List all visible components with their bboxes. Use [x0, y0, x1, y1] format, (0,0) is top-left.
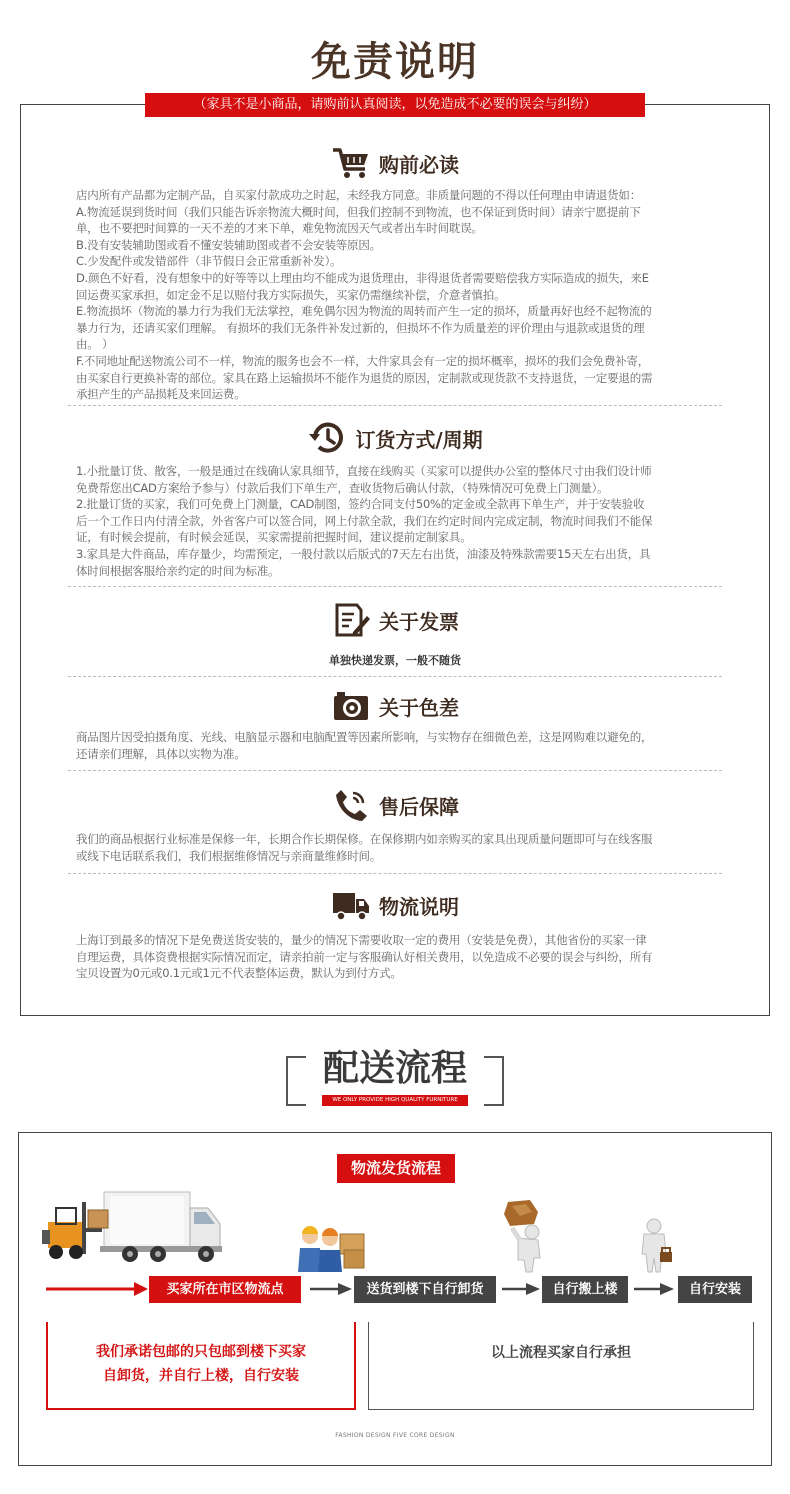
carrying-person-illustration [500, 1198, 552, 1274]
page-title: 免责说明 [311, 39, 479, 85]
arrow-right-icon [634, 1281, 674, 1297]
arrow-right-icon [46, 1281, 148, 1297]
footer-caption: FASHION DESIGN FIVE CORE DESIGN [335, 1432, 455, 1439]
disclaimer-banner: （家具不是小商品，请购前认真阅读，以免造成不必要的误会与纠纷） [145, 93, 645, 117]
invoice-note: 单独快递发票，一般不随货 [329, 654, 461, 667]
delivery-subtitle: WE ONLY PROVIDE HIGH QUALITY FURNITURE [322, 1095, 468, 1106]
flow-step-4: 自行安装 [678, 1276, 752, 1303]
purchase-text: 店内所有产品都为定制产品，自买家付款成功之时起，未经我方同意。非质量问题的不得以任何理由申请退货如： A.物流延误到货时间（我们只能告诉亲物流大概时间，但我们控制不到物流，也不保证到货时间）请亲宁愿提前下 单，也不要把时间算的一天不差的才来下单，难免物流因天气或者出车时间耽误。 B.没有安装辅助图或看不懂安装辅助图或者不会安装等原因。 C.少发配件或发错部件（非节假日会正常重新补发）。 D.颜色不好看，没有想象中的好等等以上理由均不能成为退货理由，非得退货者需要赔偿我方实际造成的损失，来E 回运费买家承担，如定金不足以赔付我方实际损失，买家仍需继续补偿，介意者慎拍。 E.物流损坏（物流的暴力行为我们无法掌控，难免偶尔因为物流的周转而产生一定的损坏，质量再好也经不起物流的 暴力行为，还请买家们理解。 有损坏的我们无条件补发过新的，但损坏不作为质量差的评价理由与退款或退货的理 由。 ） F.不同地址配送物流公司不一样，物流的服务也会不一样，大件家具会有一定的损坏概率，损坏的我们会免费补寄， 由买家自行更换补寄的部位。家具在路上运输损坏不能作为退货的原因，定制款或现货款不支持退货，一定要退的需 承担产生的产品损耗及来回运费。 [76, 188, 653, 402]
promise-note-right: 以上流程买家自行承担 [368, 1322, 754, 1410]
section-title: 购前必读 [379, 152, 459, 177]
shopping-cart-icon [331, 145, 371, 181]
promise-note-left: 我们承诺包邮的只包邮到楼下买家 自卸货，并自行上楼，自行安装 [46, 1322, 356, 1410]
delivery-title: 配送流程 [286, 1040, 504, 1091]
divider [68, 676, 722, 677]
divider [68, 873, 722, 874]
forklift-truck-illustration [40, 1188, 225, 1268]
after-text: 我们的商品根据行业标准是保修一年，长期合作长期保修。在保修期内如亲购买的家具出现质量问题即可与在线客服 或线下电话联系我们，我们根据维修情况与亲商量维修时间。 [76, 832, 653, 863]
invoice-pen-icon [331, 602, 371, 638]
section-header-invoice [0, 602, 790, 638]
truck-icon [331, 887, 371, 923]
section-header-after [0, 787, 790, 823]
installer-illustration [636, 1218, 674, 1274]
flow-title: 物流发货流程 [337, 1154, 455, 1183]
section-header-order [0, 420, 790, 456]
flow-step-2: 送货到楼下自行卸货 [354, 1276, 496, 1303]
section-title: 关于发票 [379, 609, 459, 634]
section-title: 订货方式/周期 [355, 427, 483, 452]
arrow-right-icon [310, 1281, 352, 1297]
phone-icon [331, 787, 371, 823]
workers-illustration [296, 1222, 368, 1274]
arrow-right-icon [502, 1281, 540, 1297]
section-title: 关于色差 [379, 695, 459, 720]
flow-step-1: 买家所在市区物流点 [149, 1276, 301, 1303]
order-text: 1.小批量订货、散客，一般是通过在线确认家具细节，直接在线购买（买家可以提供办公室的整体尺寸由我们设计师 免费帮您出CAD方案给予参与）付款后我们下单生产，查收货物后确认付款，（特殊情况可免费上门测量）。 2.批量订货的买家，我们可免费上门测量，CAD制图，签约合同支付50%的定金或全款再下单生产，并于安装验收 后一个工作日内付清全款，外省客户可以签合同，网上付款全款，我们在约定时间内完成定制，物流时间我们不能保 证，有时候会提前，有时候会延误，买家需提前把握时间，建议提前定制家具。 3.家具是大件商品，库存量少，均需预定，一般付款以后版式的7天左右出货，油漆及特殊款需要15天左右出货，具 体时间根据客服给亲约定的时间为标准。 [76, 464, 653, 578]
logistics-text: 上海订到最多的情况下是免费送货安装的，量少的情况下需要收取一定的费用（安装是免费），其他省份的买家一律 自理运费，具体资费根据实际情况而定，请亲拍前一定与客服确认好相关费用，以免造成不必要的误会与纠纷，所有 宝贝设置为0元或0.1元或1元不代表整体运费，默认为到付方式。 [76, 933, 653, 981]
section-header-logistics [0, 887, 790, 923]
section-title: 售后保障 [379, 794, 459, 819]
divider [68, 586, 722, 587]
divider [68, 405, 722, 406]
flow-step-3: 自行搬上楼 [542, 1276, 628, 1303]
section-header-color [0, 688, 790, 724]
section-title: 物流说明 [379, 894, 459, 919]
section-header-purchase [0, 145, 790, 181]
clock-history-icon [307, 420, 347, 456]
divider [68, 770, 722, 771]
color-text: 商品图片因受拍摄角度、光线、电脑显示器和电脑配置等因素所影响，与实物存在细微色差，这是网购难以避免的， 还请亲们理解，具体以实物为准。 [76, 730, 653, 761]
camera-icon [331, 688, 371, 724]
